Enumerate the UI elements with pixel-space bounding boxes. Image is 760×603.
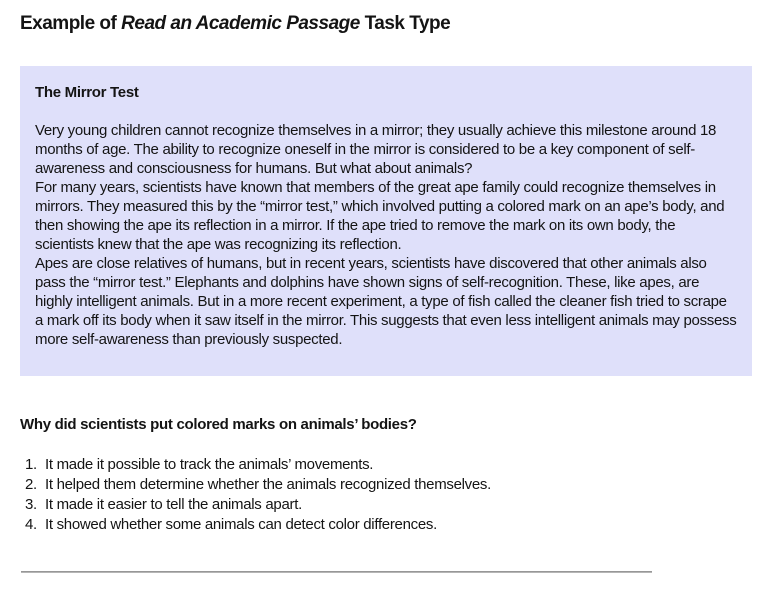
answer-option-3 <box>25 495 752 515</box>
answer-option-2 <box>25 475 752 495</box>
passage-body <box>35 121 737 349</box>
option-label: It showed whether some animals can detect color differences. <box>45 516 437 533</box>
passage-box <box>20 66 752 376</box>
answer-option-4 <box>25 515 752 535</box>
answer-options <box>20 455 752 535</box>
option-number: 2. <box>25 476 37 493</box>
title-italic: Read an Academic Passage <box>121 13 360 34</box>
option-label: It made it possible to track the animals’ movements. <box>45 456 374 473</box>
answer-option-1 <box>25 455 752 475</box>
title-prefix: Example of <box>20 13 122 34</box>
passage-paragraph-2: For many years, scientists have known that members of the great ape family could recognize themselves in mirrors. They measured this by the “mirror test,” which involved putting a colored mark on an ape’s body, and then showing the ape its reflection in a mirror. If the ape tried to remove the mark on its own body, the scientists knew that the ape was recognizing its reflection. <box>35 179 725 253</box>
option-label: It helped them determine whether the animals recognized themselves. <box>45 476 491 493</box>
option-number: 1. <box>25 456 37 473</box>
passage-paragraph-1: Very young children cannot recognize themselves in a mirror; they usually achieve this milestone around 18 months of age. The ability to recognize oneself in the mirror is considered to be a key component of self-awareness and consciousness for humans. But what about animals? <box>35 122 717 177</box>
divider <box>21 571 652 573</box>
option-number: 4. <box>25 516 37 533</box>
passage-paragraph-3: Apes are close relatives of humans, but in recent years, scientists have discovered that other animals also pass the “mirror test.” Elephants and dolphins have shown signs of self-recognition. These, like apes, are highly intelligent animals. But in a more recent experiment, a type of fish called the cleaner fish tried to scrape a mark off its body when it saw itself in the mirror. This suggests that even less intelligent animals may possess more self-awareness than previously suspected. <box>35 255 737 348</box>
passage-heading: The Mirror Test <box>35 84 139 101</box>
option-label: It made it easier to tell the animals apart. <box>45 496 302 513</box>
option-number: 3. <box>25 496 37 513</box>
page-title <box>20 12 752 35</box>
question-text: Why did scientists put colored marks on animals’ bodies? <box>20 416 417 433</box>
title-suffix: Task Type <box>359 13 451 34</box>
